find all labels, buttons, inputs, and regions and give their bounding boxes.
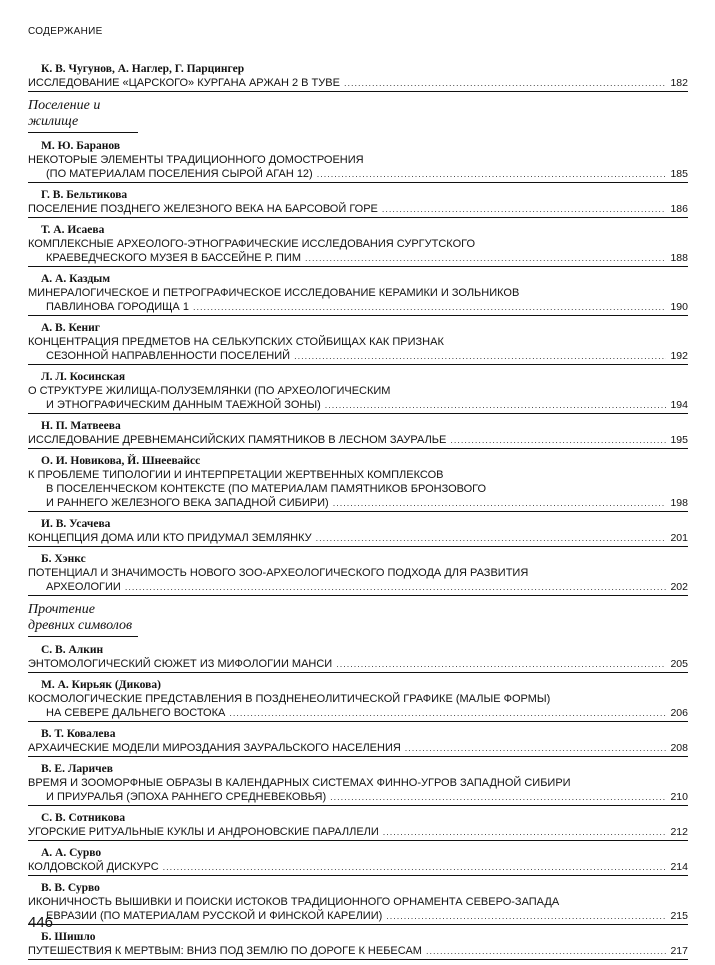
toc-entry[interactable]	[28, 552, 688, 596]
entry-author: В. В. Сурво	[41, 882, 100, 894]
page-number: 446	[28, 914, 54, 931]
entry-title-last-line	[28, 167, 688, 183]
entry-page-number: 194	[670, 399, 688, 411]
entry-title-line: В ПОСЕЛЕНЧЕСКОМ КОНТЕКСТЕ (ПО МАТЕРИАЛАМ ПАМЯТНИКОВ БРОНЗОВОГО	[46, 483, 487, 495]
toc-entry[interactable]	[28, 272, 688, 316]
entry-title-text: КОНЦЕПЦИЯ ДОМА ИЛИ КТО ПРИДУМАЛ ЗЕМЛЯНКУ	[28, 532, 312, 544]
toc-entry[interactable]	[28, 643, 688, 673]
entry-title-text: (ПО МАТЕРИАЛАМ ПОСЕЛЕНИЯ СЫРОЙ АГАН 12)	[46, 168, 313, 180]
table-of-contents	[28, 62, 688, 965]
entry-page-number: 206	[670, 707, 688, 719]
entry-page-number: 190	[670, 301, 688, 313]
dot-leader	[125, 580, 667, 594]
entry-author: Л. Л. Косинская	[41, 371, 126, 383]
entry-title-text: ЕВРАЗИИ (ПО МАТЕРИАЛАМ РУССКОЙ И ФИНСКОЙ КАРЕЛИИ)	[46, 910, 383, 922]
entry-title-last-line	[28, 825, 688, 841]
entry-title-text: И ЭТНОГРАФИЧЕСКИМ ДАННЫМ ТАЕЖНОЙ ЗОНЫ)	[46, 399, 321, 411]
entry-author: В. Е. Ларичев	[41, 763, 113, 775]
entry-title-text: И ПРИУРАЛЬЯ (ЭПОХА РАННЕГО СРЕДНЕВЕКОВЬЯ)	[46, 791, 327, 803]
entry-page-number: 217	[670, 945, 688, 957]
entry-title-last-line	[28, 580, 688, 596]
entry-page-number: 214	[670, 861, 688, 873]
toc-entry[interactable]	[28, 454, 688, 512]
toc-entry[interactable]	[28, 139, 688, 183]
entry-author: О. И. Новикова, Й. Шнеевайсс	[41, 455, 201, 467]
entry-author: И. В. Усачева	[41, 518, 111, 530]
entry-page-number: 212	[670, 826, 688, 838]
entry-title-line: О СТРУКТУРЕ ЖИЛИЩА-ПОЛУЗЕМЛЯНКИ (ПО АРХЕОЛОГИЧЕСКИМ	[28, 385, 391, 397]
entry-title-line: КОНЦЕНТРАЦИЯ ПРЕДМЕТОВ НА СЕЛЬКУПСКИХ СТОЙБИЩАХ КАК ПРИЗНАК	[28, 336, 444, 348]
entry-author: С. В. Алкин	[41, 644, 104, 656]
toc-entry[interactable]	[28, 223, 688, 267]
entry-title-last-line	[28, 398, 688, 414]
dot-leader	[333, 496, 667, 510]
entry-page-number: 205	[670, 658, 688, 670]
entry-author: Н. П. Матвеева	[41, 420, 121, 432]
entry-title-line: К ПРОБЛЕМЕ ТИПОЛОГИИ И ИНТЕРПРЕТАЦИИ ЖЕРТВЕННЫХ КОМПЛЕКСОВ	[28, 469, 444, 481]
entry-author: А. А. Сурво	[41, 847, 102, 859]
toc-entry[interactable]	[28, 881, 688, 925]
toc-entry[interactable]	[28, 419, 688, 449]
dot-leader	[330, 790, 666, 804]
entry-author: Б. Шишло	[41, 931, 96, 943]
toc-entry[interactable]	[28, 62, 688, 92]
entry-author: Б. Хэнкс	[41, 553, 86, 565]
entry-author: В. Т. Ковалева	[41, 728, 116, 740]
entry-page-number: 210	[670, 791, 688, 803]
entry-title-last-line	[28, 202, 688, 218]
entry-title-text: ИССЛЕДОВАНИЕ «ЦАРСКОГО» КУРГАНА АРЖАН 2 В ТУВЕ	[28, 77, 340, 89]
entry-author: Т. А. Исаева	[41, 224, 105, 236]
entry-title-text: УГОРСКИЕ РИТУАЛЬНЫЕ КУКЛЫ И АНДРОНОВСКИЕ ПАРАЛЛЕЛИ	[28, 826, 379, 838]
toc-entry[interactable]	[28, 321, 688, 365]
entry-title-text: ПАВЛИНОВА ГОРОДИЩА 1	[46, 301, 189, 313]
entry-title-text: АРХЕОЛОГИИ	[46, 581, 121, 593]
entry-title-last-line	[28, 909, 688, 925]
dot-leader	[383, 825, 667, 839]
dot-leader	[382, 202, 667, 216]
toc-entry[interactable]	[28, 727, 688, 757]
entry-author: А. А. Каздым	[41, 273, 111, 285]
entry-title-text: АРХАИЧЕСКИЕ МОДЕЛИ МИРОЗДАНИЯ ЗАУРАЛЬСКОГО НАСЕЛЕНИЯ	[28, 742, 401, 754]
entry-title-line: ВРЕМЯ И ЗООМОРФНЫЕ ОБРАЗЫ В КАЛЕНДАРНЫХ СИСТЕМАХ ФИННО-УГРОВ ЗАПАДНОЙ СИБИРИ	[28, 777, 571, 789]
entry-title-text: ЭНТОМОЛОГИЧЕСКИЙ СЮЖЕТ ИЗ МИФОЛОГИИ МАНСИ	[28, 658, 333, 670]
dot-leader	[305, 251, 666, 265]
entry-title-line: ПОТЕНЦИАЛ И ЗНАЧИМОСТЬ НОВОГО ЗОО-АРХЕОЛОГИЧЕСКОГО ПОДХОДА ДЛЯ РАЗВИТИЯ	[28, 567, 529, 579]
entry-title-last-line	[28, 300, 688, 316]
toc-entry[interactable]	[28, 370, 688, 414]
entry-page-number: 198	[670, 497, 688, 509]
entry-title-text: ПУТЕШЕСТВИЯ К МЕРТВЫМ: ВНИЗ ПОД ЗЕМЛЮ ПО ДОРОГЕ К НЕБЕСАМ	[28, 945, 422, 957]
entry-title-last-line	[28, 944, 688, 960]
entry-author: С. В. Сотникова	[41, 812, 126, 824]
entry-title-line: КОСМОЛОГИЧЕСКИЕ ПРЕДСТАВЛЕНИЯ В ПОЗДНЕНЕОЛИТИЧЕСКОЙ ГРАФИКЕ (МАЛЫЕ ФОРМЫ)	[28, 693, 551, 705]
entry-author: М. Ю. Баранов	[41, 140, 121, 152]
entry-title-last-line	[28, 251, 688, 267]
toc-entry[interactable]	[28, 762, 688, 806]
dot-leader	[163, 860, 667, 874]
dot-leader	[405, 741, 667, 755]
entry-title-text: ИССЛЕДОВАНИЕ ДРЕВНЕМАНСИЙСКИХ ПАМЯТНИКОВ В ЛЕСНОМ ЗАУРАЛЬЕ	[28, 434, 447, 446]
entry-author: М. А. Кирьяк (Дикова)	[41, 679, 161, 691]
dot-leader	[450, 433, 666, 447]
entry-title-text: КОЛДОВСКОЙ ДИСКУРС	[28, 861, 159, 873]
entry-title-last-line	[28, 706, 688, 722]
entry-title-last-line	[28, 790, 688, 806]
entry-title-text: СЕЗОННОЙ НАПРАВЛЕННОСТИ ПОСЕЛЕНИЙ	[46, 350, 291, 362]
dot-leader	[426, 944, 667, 958]
toc-entry[interactable]	[28, 188, 688, 218]
dot-leader	[317, 167, 667, 181]
entry-title-text: И РАННЕГО ЖЕЛЕЗНОГО ВЕКА ЗАПАДНОЙ СИБИРИ)	[46, 497, 329, 509]
entry-title-line: ИКОНИЧНОСТЬ ВЫШИВКИ И ПОИСКИ ИСТОКОВ ТРАДИЦИОННОГО ОРНАМЕНТА СЕВЕРО-ЗАПАДА	[28, 896, 560, 908]
dot-leader	[336, 657, 666, 671]
dot-leader	[193, 300, 667, 314]
toc-entry[interactable]	[28, 678, 688, 722]
entry-page-number: 186	[670, 203, 688, 215]
entry-title-last-line	[28, 657, 688, 673]
entry-title-line: МИНЕРАЛОГИЧЕСКОЕ И ПЕТРОГРАФИЧЕСКОЕ ИССЛЕДОВАНИЕ КЕРАМИКИ И ЗОЛЬНИКОВ	[28, 287, 520, 299]
entry-title-last-line	[28, 860, 688, 876]
toc-entry[interactable]	[28, 811, 688, 841]
entry-title-text: НА СЕВЕРЕ ДАЛЬНЕГО ВОСТОКА	[46, 707, 226, 719]
entry-title-line: НЕКОТОРЫЕ ЭЛЕМЕНТЫ ТРАДИЦИОННОГО ДОМОСТРОЕНИЯ	[28, 154, 364, 166]
running-header: СОДЕРЖАНИЕ	[28, 26, 103, 37]
dot-leader	[294, 349, 666, 363]
dot-leader	[316, 531, 667, 545]
entry-page-number: 208	[670, 742, 688, 754]
entry-title-last-line	[28, 76, 688, 92]
entry-title-text: ПОСЕЛЕНИЕ ПОЗДНЕГО ЖЕЛЕЗНОГО ВЕКА НА БАРСОВОЙ ГОРЕ	[28, 203, 378, 215]
section-heading: Прочтение древних символов	[28, 602, 138, 637]
entry-title-last-line	[28, 496, 688, 512]
entry-page-number: 215	[670, 910, 688, 922]
entry-page-number: 202	[670, 581, 688, 593]
dot-leader	[325, 398, 667, 412]
toc-entry[interactable]	[28, 846, 688, 876]
entry-author: Г. В. Бельтикова	[41, 189, 128, 201]
entry-author: К. В. Чугунов, А. Наглер, Г. Парцингер	[41, 63, 245, 75]
entry-title-line: КОМПЛЕКСНЫЕ АРХЕОЛОГО-ЭТНОГРАФИЧЕСКИЕ ИССЛЕДОВАНИЯ СУРГУТСКОГО	[28, 238, 476, 250]
entry-page-number: 188	[670, 252, 688, 264]
entry-page-number: 201	[670, 532, 688, 544]
toc-entry[interactable]	[28, 930, 688, 960]
dot-leader	[344, 76, 667, 90]
entry-page-number: 192	[670, 350, 688, 362]
entry-page-number: 195	[670, 434, 688, 446]
entry-page-number: 185	[670, 168, 688, 180]
section-heading: Поселение и жилище	[28, 98, 138, 133]
entry-title-last-line	[28, 531, 688, 547]
entry-title-last-line	[28, 741, 688, 757]
entry-page-number: 182	[670, 77, 688, 89]
entry-title-last-line	[28, 349, 688, 365]
entry-title-last-line	[28, 433, 688, 449]
entry-author: А. В. Кениг	[41, 322, 100, 334]
dot-leader	[386, 909, 666, 923]
toc-entry[interactable]	[28, 517, 688, 547]
entry-title-text: КРАЕВЕДЧЕСКОГО МУЗЕЯ В БАССЕЙНЕ Р. ПИМ	[46, 252, 302, 264]
dot-leader	[229, 706, 666, 720]
